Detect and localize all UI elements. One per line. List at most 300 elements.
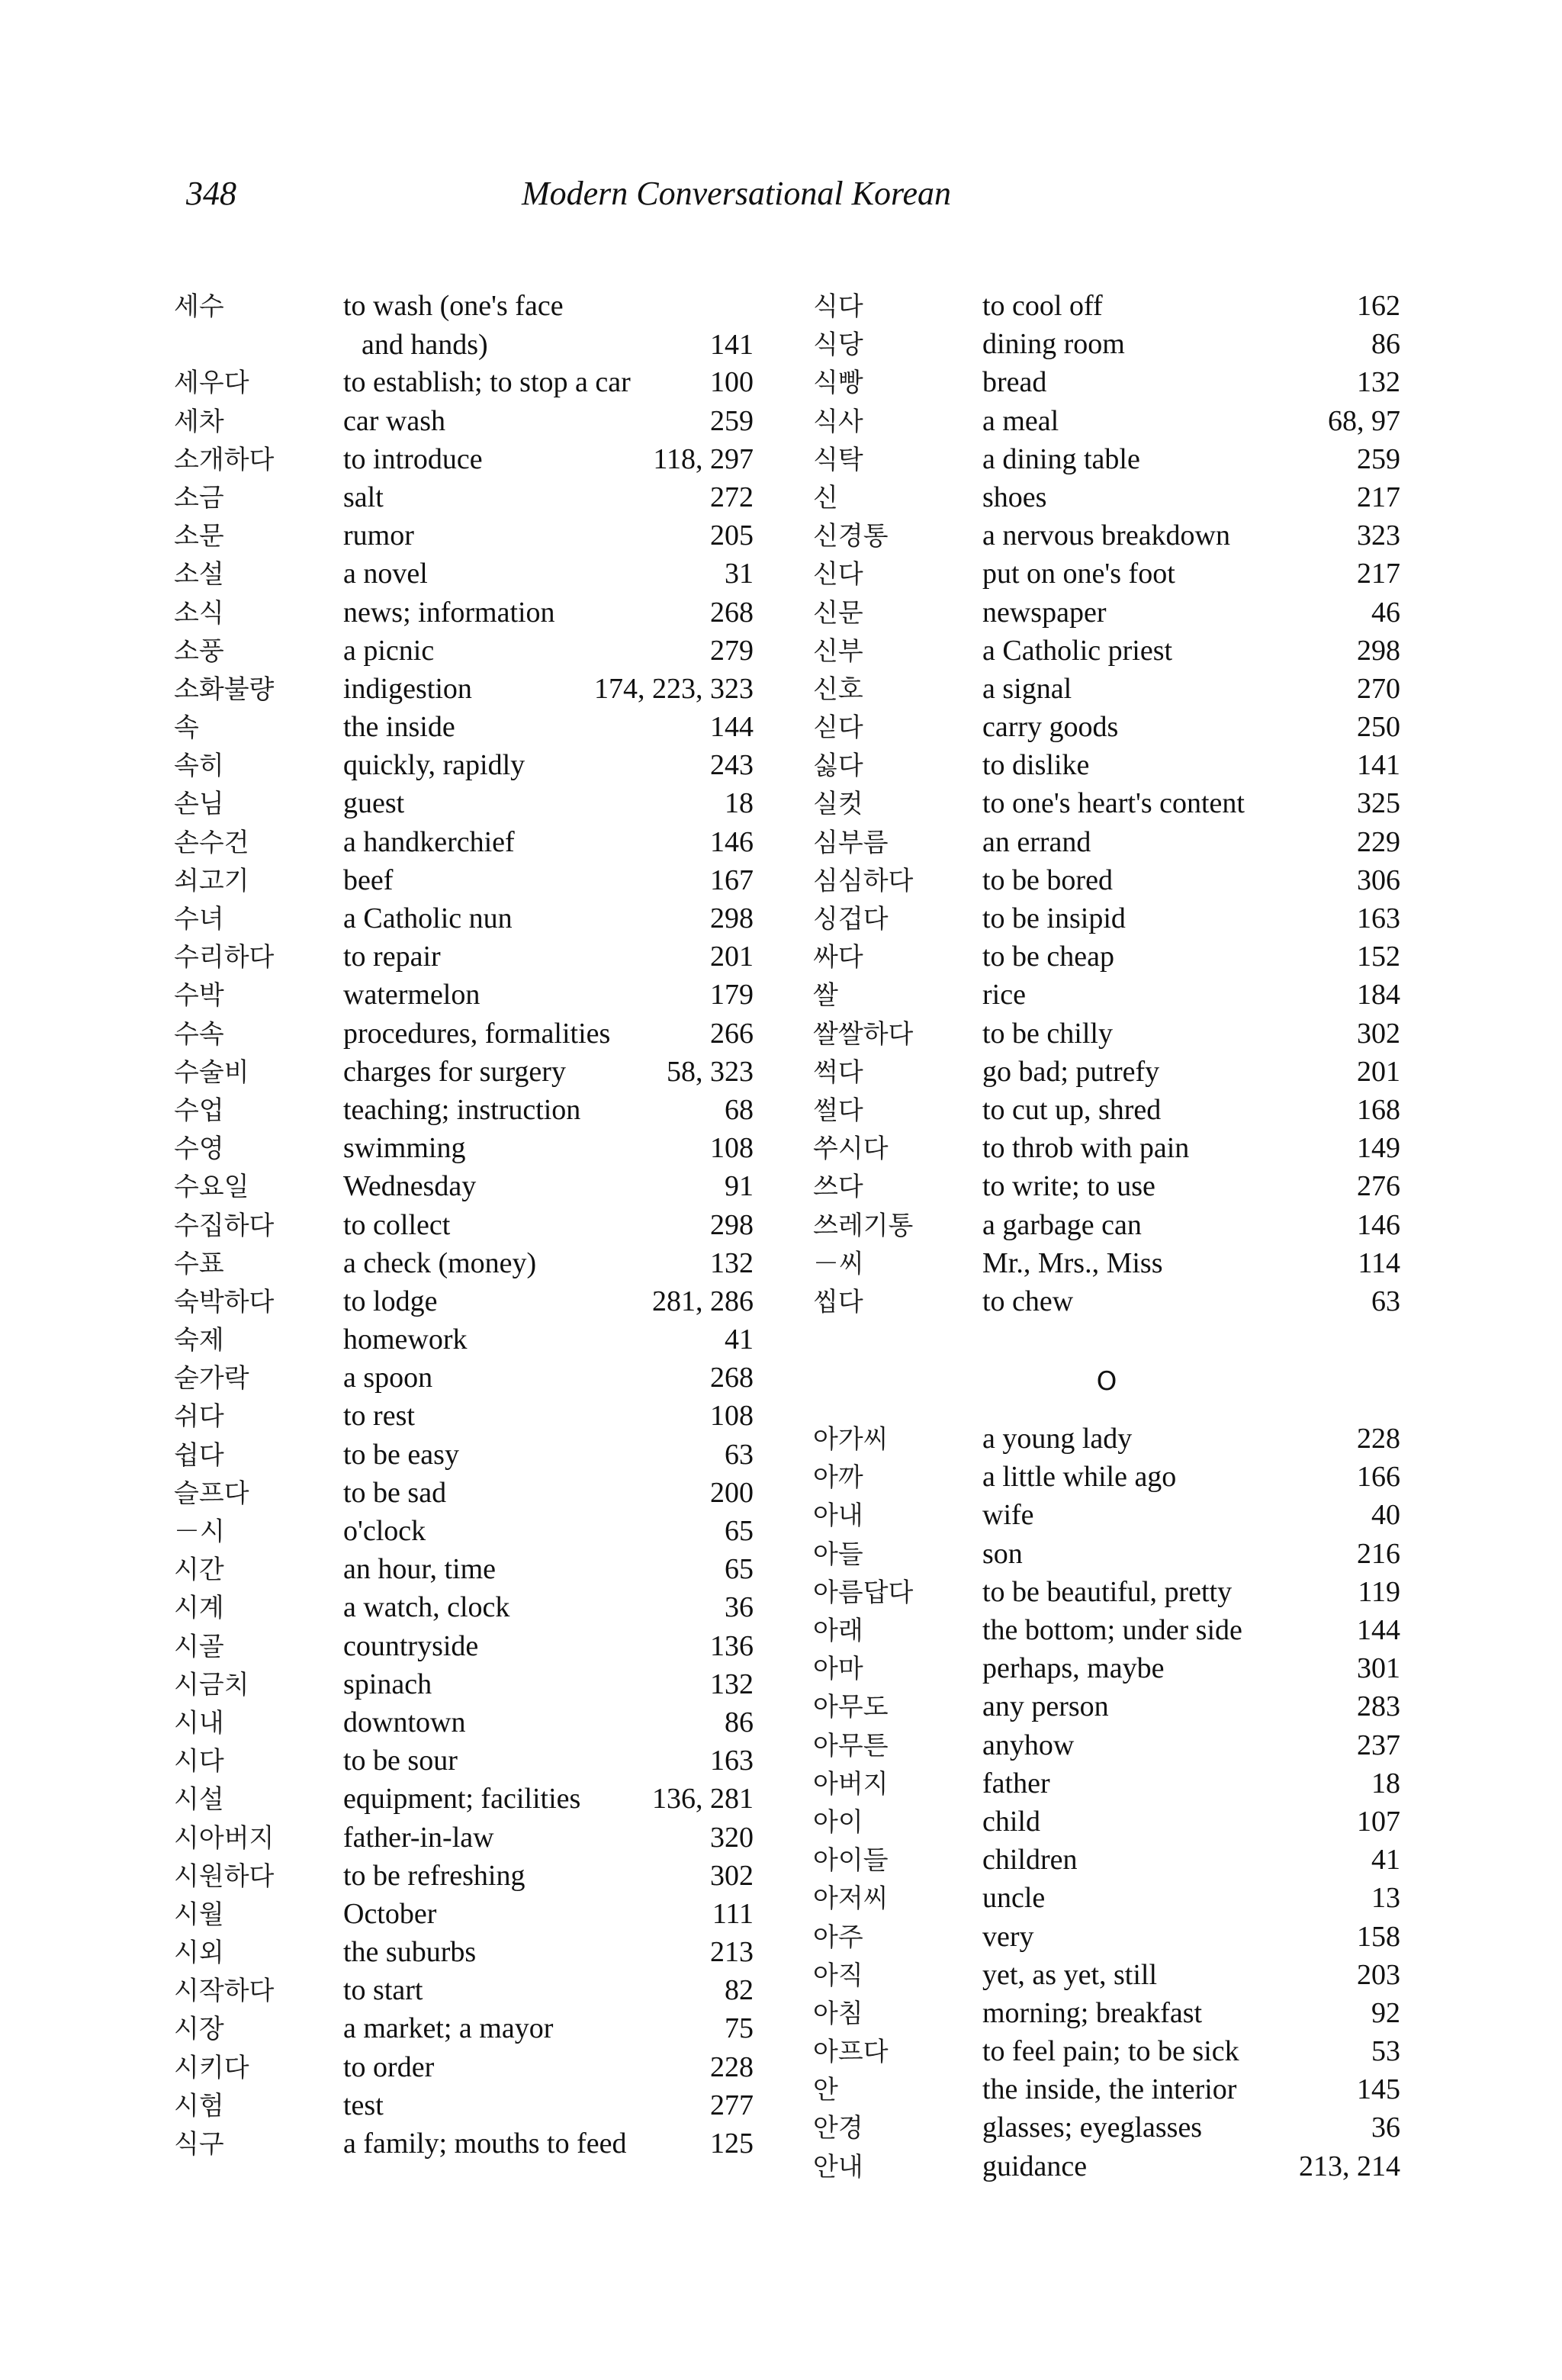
english-meaning: to be cheap <box>982 941 1115 973</box>
english-meaning: charges for surgery <box>343 1055 566 1088</box>
english-meaning: to be bored <box>982 864 1113 896</box>
page-reference: 75 <box>725 2012 754 2045</box>
korean-term: 슬프다 <box>174 1478 249 1509</box>
glossary-entry <box>174 1091 754 1129</box>
korean-term: 소금 <box>174 482 224 513</box>
glossary-entry <box>813 708 1400 746</box>
english-meaning: swimming <box>343 1132 466 1165</box>
english-meaning: o'clock <box>343 1515 426 1548</box>
korean-term: 시원하다 <box>174 1861 275 1892</box>
page-number: 348 <box>186 175 236 212</box>
english-meaning: to be insipid <box>982 902 1126 934</box>
page-reference: 298 <box>710 1208 754 1241</box>
korean-term: 아까 <box>813 1462 863 1494</box>
korean-term: 세차 <box>174 406 224 437</box>
page-reference: 141 <box>710 329 754 361</box>
page-reference: 302 <box>710 1859 754 1892</box>
english-meaning: father <box>982 1767 1050 1799</box>
english-meaning: indigestion <box>343 672 472 705</box>
english-meaning: morning; breakfast <box>982 1996 1203 2029</box>
korean-term: 심심하다 <box>813 865 914 896</box>
glossary-entry <box>174 1780 754 1818</box>
korean-term: 수영 <box>174 1134 224 1165</box>
page-reference: 217 <box>1357 558 1400 590</box>
glossary-entry <box>813 287 1400 325</box>
page-reference: 111 <box>712 1897 754 1930</box>
korean-term: 시키다 <box>174 2052 249 2083</box>
page-reference: 174, 223, 323 <box>594 672 754 705</box>
english-meaning: to repair <box>343 941 441 973</box>
korean-term: 신문 <box>813 597 863 629</box>
glossary-entry <box>174 516 754 555</box>
page-reference: 184 <box>1357 979 1400 1011</box>
page-reference: 306 <box>1357 864 1400 896</box>
english-meaning: dining room <box>982 328 1125 361</box>
english-meaning: shoes <box>982 481 1047 513</box>
glossary-entry <box>813 2147 1400 2185</box>
page-reference: 162 <box>1357 290 1400 322</box>
page-reference: 298 <box>1357 634 1400 667</box>
glossary-entry <box>174 1971 754 2009</box>
glossary-entry <box>813 861 1400 899</box>
page-reference: 320 <box>710 1821 754 1854</box>
english-meaning: a nervous breakdown <box>982 519 1231 552</box>
glossary-entry <box>813 976 1400 1014</box>
korean-term: 아버지 <box>813 1768 889 1799</box>
glossary-entry <box>813 1282 1400 1320</box>
glossary-entry <box>174 593 754 632</box>
glossary-entry <box>813 1994 1400 2032</box>
glossary-entry <box>174 1244 754 1282</box>
page-reference: 65 <box>725 1515 754 1548</box>
korean-term: 속히 <box>174 751 224 782</box>
page-reference: 58, 323 <box>667 1055 754 1088</box>
glossary-list-o-section <box>813 1420 1400 2185</box>
english-meaning: to be sad <box>343 1476 447 1509</box>
page-reference: 302 <box>1357 1017 1400 1050</box>
glossary-entry <box>174 1474 754 1512</box>
korean-term: 소식 <box>174 597 224 629</box>
english-meaning: to start <box>343 1974 423 2007</box>
english-meaning: salt <box>343 481 384 513</box>
glossary-entry <box>174 1895 754 1933</box>
glossary-entry <box>174 670 754 708</box>
glossary-entry <box>813 1841 1400 1879</box>
glossary-entry <box>174 363 754 401</box>
page-reference: 13 <box>1371 1882 1400 1915</box>
page-reference: 203 <box>1357 1958 1400 1991</box>
page-reference: 132 <box>710 1668 754 1700</box>
korean-term: 수박 <box>174 980 224 1011</box>
english-meaning: Wednesday <box>343 1170 477 1203</box>
page-reference: 119 <box>1358 1575 1400 1608</box>
english-meaning: procedures, formalities <box>343 1017 611 1050</box>
korean-term: 수업 <box>174 1095 224 1126</box>
english-meaning: to throb with pain <box>982 1132 1190 1165</box>
english-meaning: a dining table <box>982 442 1140 475</box>
korean-term: 안내 <box>813 2151 863 2182</box>
korean-term: 안 <box>813 2075 838 2106</box>
korean-term: 손수건 <box>174 827 249 858</box>
page-reference: 228 <box>1357 1423 1400 1455</box>
glossary-entry <box>813 402 1400 440</box>
glossary-entry <box>174 555 754 593</box>
korean-term: 시골 <box>174 1631 224 1662</box>
korean-term: 시계 <box>174 1593 224 1624</box>
korean-term: 아래 <box>813 1616 863 1646</box>
glossary-entry <box>813 555 1400 593</box>
page-reference: 46 <box>1371 596 1400 629</box>
english-meaning: wife <box>982 1499 1034 1532</box>
page-reference: 125 <box>710 2128 754 2160</box>
english-meaning: guidance <box>982 2150 1088 2182</box>
glossary-entry <box>174 1282 754 1320</box>
english-meaning: uncle <box>982 1882 1046 1915</box>
glossary-entry <box>813 1091 1400 1129</box>
page-reference: 132 <box>710 1246 754 1279</box>
page-reference: 163 <box>1357 902 1400 934</box>
korean-term: 시작하다 <box>174 1976 275 2007</box>
english-meaning: put on one's foot <box>982 558 1175 590</box>
english-meaning: carry goods <box>982 711 1119 744</box>
english-meaning: October <box>343 1897 437 1930</box>
page-reference: 53 <box>1371 2035 1400 2068</box>
english-meaning: the inside, the interior <box>982 2073 1237 2106</box>
korean-term: 아무튼 <box>813 1730 889 1761</box>
page-reference: 217 <box>1357 481 1400 513</box>
page-reference: 100 <box>710 366 754 399</box>
korean-term: 아마 <box>813 1654 863 1685</box>
english-meaning: a watch, clock <box>343 1591 510 1624</box>
english-meaning: a family; mouths to feed <box>343 2128 627 2160</box>
english-meaning: a spoon <box>343 1362 433 1394</box>
korean-term: 심부름 <box>813 827 889 858</box>
page-reference: 168 <box>1357 1093 1400 1126</box>
page-reference: 281, 286 <box>652 1285 754 1317</box>
entry-continuation <box>174 326 754 364</box>
page-reference: 36 <box>725 1591 754 1624</box>
page-reference: 166 <box>1357 1461 1400 1494</box>
korean-term: 식빵 <box>813 368 863 399</box>
english-meaning: bread <box>982 366 1047 399</box>
english-meaning: any person <box>982 1690 1109 1723</box>
glossary-entry <box>813 516 1400 555</box>
english-meaning: to establish; to stop a car <box>343 366 631 399</box>
english-meaning: to dislike <box>982 749 1090 782</box>
korean-term: 아들 <box>813 1539 863 1570</box>
korean-term: 소문 <box>174 521 224 552</box>
glossary-entry <box>174 1857 754 1895</box>
page-reference: 179 <box>710 979 754 1011</box>
korean-term: 쓰다 <box>813 1172 863 1203</box>
english-meaning: equipment; facilities <box>343 1783 581 1816</box>
glossary-entry <box>813 2032 1400 2070</box>
korean-term: 소화불량 <box>174 674 275 705</box>
glossary-entry <box>174 1359 754 1397</box>
english-meaning: a signal <box>982 672 1072 705</box>
page-reference: 167 <box>710 864 754 896</box>
english-meaning: yet, as yet, still <box>982 1958 1158 1991</box>
glossary-entry <box>174 1550 754 1588</box>
korean-term: 수리하다 <box>174 942 275 973</box>
english-meaning: the inside <box>343 711 455 744</box>
english-meaning: rice <box>982 979 1026 1011</box>
korean-term: 실컷 <box>813 789 863 820</box>
page-reference: 63 <box>725 1438 754 1471</box>
page-reference: 145 <box>1357 2073 1400 2106</box>
page-reference: 205 <box>710 519 754 552</box>
english-meaning: a little while ago <box>982 1461 1177 1494</box>
glossary-entry <box>174 1167 754 1205</box>
page-reference: 144 <box>710 711 754 744</box>
glossary-entry <box>174 899 754 938</box>
english-meaning: very <box>982 1920 1034 1953</box>
page-reference: 277 <box>710 2089 754 2121</box>
glossary-entry <box>813 823 1400 861</box>
page-reference: 200 <box>710 1476 754 1509</box>
page-reference: 31 <box>725 558 754 590</box>
english-meaning: to rest <box>343 1400 415 1433</box>
korean-term: 식다 <box>813 291 863 322</box>
english-meaning: car wash <box>343 404 445 437</box>
korean-term: 소풍 <box>174 635 224 667</box>
english-meaning: go bad; putrefy <box>982 1055 1160 1088</box>
glossary-entry <box>813 1803 1400 1841</box>
page-reference: 91 <box>725 1170 754 1203</box>
page-reference: 136, 281 <box>652 1783 754 1816</box>
page-reference: 250 <box>1357 711 1400 744</box>
korean-term: 소개하다 <box>174 444 275 475</box>
page-reference: 323 <box>1357 519 1400 552</box>
glossary-entry <box>174 1703 754 1742</box>
page-reference: 201 <box>1357 1055 1400 1088</box>
page-reference: 86 <box>1371 328 1400 361</box>
page-reference: 158 <box>1357 1920 1400 1953</box>
korean-term: 신 <box>813 482 838 513</box>
korean-term: 시다 <box>174 1746 224 1777</box>
page-reference: 108 <box>710 1132 754 1165</box>
glossary-entry <box>813 1956 1400 1994</box>
glossary-entry <box>813 784 1400 822</box>
english-meaning: to be beautiful, pretty <box>982 1575 1233 1608</box>
korean-term: 식탁 <box>813 444 863 475</box>
glossary-entry <box>813 1167 1400 1205</box>
english-meaning-continued: and hands) <box>362 329 488 361</box>
korean-term: 싸다 <box>813 942 863 973</box>
english-meaning: a check (money) <box>343 1246 537 1279</box>
english-meaning: to be refreshing <box>343 1859 525 1892</box>
english-meaning: to collect <box>343 1208 451 1241</box>
korean-term: 소설 <box>174 559 224 590</box>
glossary-entry <box>813 1726 1400 1764</box>
page-reference: 272 <box>710 481 754 513</box>
english-meaning: to wash (one's face <box>343 290 564 322</box>
korean-term: 시아버지 <box>174 1822 275 1854</box>
korean-term: 아내 <box>813 1500 863 1532</box>
glossary-entry <box>174 784 754 822</box>
page-reference: 270 <box>1357 672 1400 705</box>
page-reference: 41 <box>1371 1844 1400 1877</box>
page-reference: 118, 297 <box>653 442 754 475</box>
korean-term: 식사 <box>813 406 863 437</box>
glossary-entry <box>174 1320 754 1359</box>
english-meaning: son <box>982 1537 1023 1570</box>
english-meaning: a young lady <box>982 1423 1133 1455</box>
page-reference: 65 <box>725 1553 754 1586</box>
glossary-entry <box>813 1244 1400 1282</box>
korean-term: 아저씨 <box>813 1883 889 1915</box>
glossary-entry <box>813 1687 1400 1726</box>
korean-term: 수표 <box>174 1248 224 1279</box>
glossary-entry <box>813 1879 1400 1917</box>
glossary-entry <box>174 2009 754 2047</box>
glossary-entry <box>813 593 1400 632</box>
english-meaning: to introduce <box>343 442 483 475</box>
page-reference: 36 <box>1371 2111 1400 2144</box>
english-meaning: guest <box>343 787 405 820</box>
english-meaning: to chew <box>982 1285 1074 1317</box>
page-reference: 18 <box>725 787 754 820</box>
korean-term: 손님 <box>174 789 224 820</box>
page-reference: 63 <box>1371 1285 1400 1317</box>
glossary-entry <box>174 1397 754 1435</box>
korean-term: 속 <box>174 712 199 744</box>
page-reference: 40 <box>1371 1499 1400 1532</box>
korean-term: 신부 <box>813 635 863 667</box>
english-meaning: a garbage can <box>982 1208 1142 1241</box>
english-meaning: glasses; eyeglasses <box>982 2111 1203 2144</box>
glossary-entry <box>174 632 754 670</box>
korean-term: 식당 <box>813 330 863 361</box>
running-title: Modern Conversational Korean <box>522 175 951 212</box>
english-meaning: anyhow <box>982 1729 1075 1761</box>
page-reference: 82 <box>725 1974 754 2007</box>
page-reference: 132 <box>1357 366 1400 399</box>
glossary-entry <box>174 708 754 746</box>
glossary-entry <box>174 1627 754 1665</box>
korean-term: 싣다 <box>813 712 863 744</box>
page-reference: 243 <box>710 749 754 782</box>
korean-term: 숟가락 <box>174 1363 249 1394</box>
glossary-entry <box>174 2086 754 2124</box>
english-meaning: newspaper <box>982 596 1107 629</box>
glossary-entry <box>174 976 754 1014</box>
page-reference: 108 <box>710 1400 754 1433</box>
page-reference: 146 <box>710 825 754 858</box>
korean-term: 세수 <box>174 291 224 322</box>
english-meaning: to be sour <box>343 1745 458 1777</box>
korean-term: 아이들 <box>813 1845 889 1877</box>
korean-term: 신경통 <box>813 521 889 552</box>
page-reference: 146 <box>1357 1208 1400 1241</box>
english-meaning: a novel <box>343 558 428 590</box>
english-meaning: to be easy <box>343 1438 459 1471</box>
english-meaning: homework <box>343 1323 468 1356</box>
page-reference: 18 <box>1371 1767 1400 1799</box>
korean-term: 시월 <box>174 1899 224 1930</box>
korean-term: 쓰레기통 <box>813 1210 914 1241</box>
english-meaning: news; information <box>343 596 555 629</box>
english-meaning: to be chilly <box>982 1017 1113 1050</box>
page-reference: 268 <box>710 1362 754 1394</box>
glossary-entry <box>813 1649 1400 1687</box>
glossary-entry <box>813 1918 1400 1956</box>
korean-term: 쉬다 <box>174 1401 224 1433</box>
korean-term: 아가씨 <box>813 1424 889 1455</box>
page-reference: 68 <box>725 1093 754 1126</box>
glossary-entry <box>813 1535 1400 1573</box>
korean-term: 시외 <box>174 1938 224 1969</box>
glossary-entry <box>174 1206 754 1244</box>
english-meaning: an hour, time <box>343 1553 497 1586</box>
page-reference: 213, 214 <box>1299 2150 1400 2182</box>
english-meaning: watermelon <box>343 979 480 1011</box>
section-letter-o: O <box>1096 1366 1117 1397</box>
glossary-entry <box>174 2048 754 2086</box>
korean-term: 수녀 <box>174 904 224 935</box>
glossary-entry <box>174 823 754 861</box>
glossary-entry <box>174 1053 754 1091</box>
page-reference: 259 <box>1357 442 1400 475</box>
korean-term: 수속 <box>174 1018 224 1050</box>
page-reference: 279 <box>710 634 754 667</box>
english-meaning: to order <box>343 2050 435 2083</box>
glossary-entry <box>174 287 754 363</box>
korean-term: 아무도 <box>813 1692 889 1723</box>
english-meaning: a handkerchief <box>343 825 515 858</box>
glossary-entry <box>174 1665 754 1703</box>
glossary-entry <box>174 938 754 976</box>
english-meaning: to cut up, shred <box>982 1093 1162 1126</box>
korean-term: 시장 <box>174 2014 224 2045</box>
glossary-entry <box>174 746 754 784</box>
english-meaning: spinach <box>343 1668 432 1700</box>
glossary-entry <box>174 1588 754 1626</box>
korean-term: 세우다 <box>174 368 249 399</box>
glossary-entry <box>813 2108 1400 2147</box>
english-meaning: rumor <box>343 519 414 552</box>
page-reference: 268 <box>710 596 754 629</box>
english-meaning: to feel pain; to be sick <box>982 2035 1239 2068</box>
glossary-column-left <box>174 287 754 2163</box>
korean-term: 아침 <box>813 1998 863 2029</box>
korean-term: 시설 <box>174 1784 224 1816</box>
page-reference: 301 <box>1357 1652 1400 1685</box>
glossary-entry <box>813 440 1400 478</box>
glossary-entry <box>174 1015 754 1053</box>
page-reference: 149 <box>1357 1132 1400 1165</box>
korean-term: 숙박하다 <box>174 1286 275 1317</box>
glossary-entry <box>813 746 1400 784</box>
korean-term: 숙제 <box>174 1325 224 1356</box>
korean-term: 시내 <box>174 1707 224 1738</box>
english-meaning: to write; to use <box>982 1170 1155 1203</box>
glossary-entry <box>813 632 1400 670</box>
glossary-entry <box>813 1129 1400 1167</box>
korean-term: 시험 <box>174 2090 224 2121</box>
korean-term: 아프다 <box>813 2037 889 2068</box>
korean-term: 시금치 <box>174 1669 249 1700</box>
korean-term: 쑤시다 <box>813 1134 889 1165</box>
english-meaning: to cool off <box>982 290 1103 322</box>
korean-term: 싫다 <box>813 751 863 782</box>
english-meaning: perhaps, maybe <box>982 1652 1165 1685</box>
english-meaning: father-in-law <box>343 1821 494 1854</box>
page-reference: 114 <box>1358 1246 1400 1279</box>
english-meaning: an errand <box>982 825 1091 858</box>
korean-term: 아직 <box>813 1960 863 1991</box>
korean-term: 신호 <box>813 674 863 705</box>
